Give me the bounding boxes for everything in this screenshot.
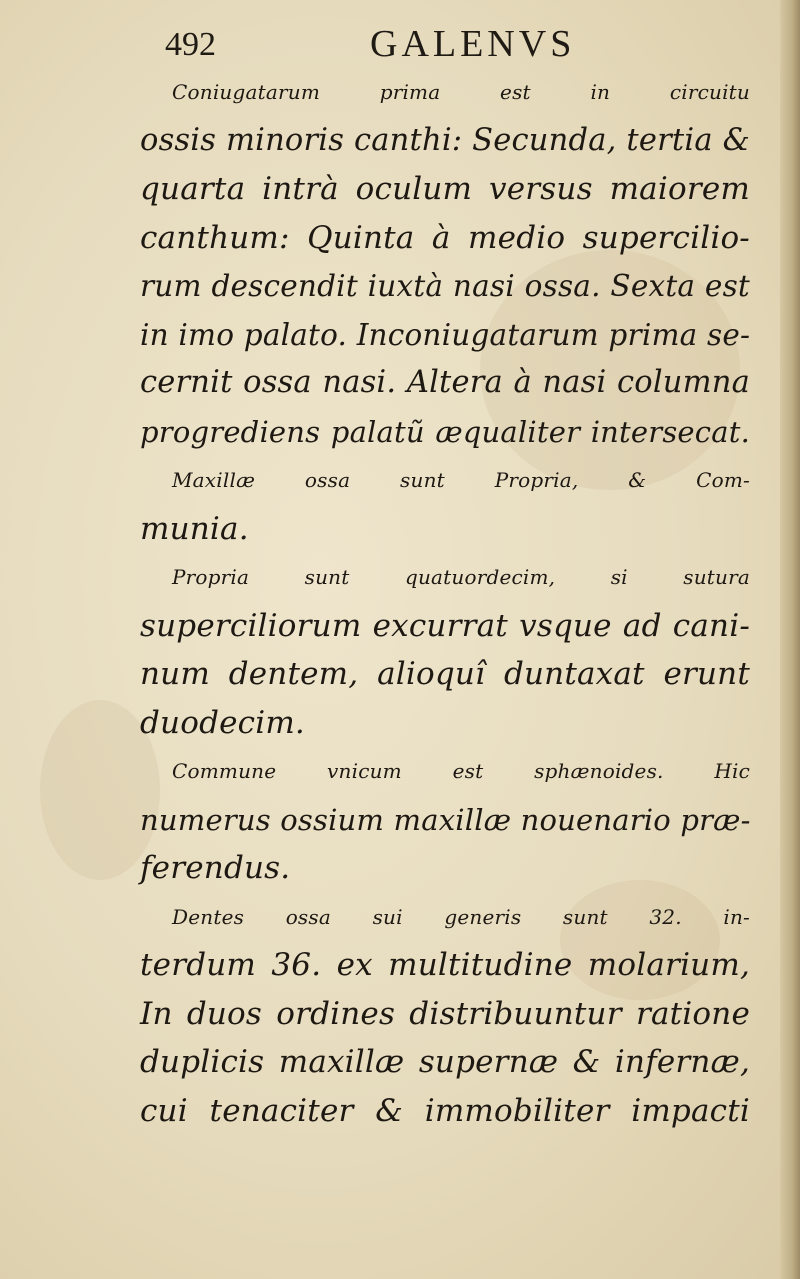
page-gutter	[780, 0, 800, 1279]
page-header	[0, 20, 800, 70]
text-line: cernit ossa nasi. Altera à nasi columna	[140, 365, 750, 400]
text-line: cui tenaciter & immobiliter impacti	[140, 1092, 750, 1129]
text-line: num dentem, alioquî duntaxat erunt	[140, 656, 750, 692]
text-line: progrediens palatũ æqualiter intersecat.	[140, 414, 750, 449]
text-line: in imo palato. Inconiugatarum prima se-	[140, 317, 751, 352]
text-line: munia.	[140, 510, 249, 547]
text-line: ferendus.	[140, 850, 291, 886]
text-line: In duos ordines distribuuntur ratione	[140, 995, 750, 1032]
text-line: Commune vnicum est sphænoides. Hic	[172, 759, 750, 783]
text-line: canthum: Quinta à medio supercilio-	[140, 219, 750, 256]
text-line: numerus ossium maxillæ nouenario præ-	[140, 802, 751, 837]
text-line: duplicis maxillæ supernæ & infernæ,	[140, 1044, 750, 1080]
text-line: Dentes ossa sui generis sunt 32. in-	[172, 904, 750, 929]
text-line: duodecim.	[140, 704, 305, 741]
text-line: Coniugatarum prima est in circuitu	[172, 80, 750, 104]
text-line: Propria sunt quatuordecim, si sutura	[172, 565, 750, 589]
text-line: rum descendit iuxtà nasi ossa. Sexta est	[140, 269, 750, 303]
body-text	[140, 68, 750, 1135]
running-head: GALENVS	[370, 23, 576, 65]
text-line: superciliorum excurrat vsque ad cani-	[140, 607, 750, 644]
text-line: ossis minoris canthi: Secunda, tertia &	[140, 122, 750, 158]
text-line: terdum 36. ex multitudine molarium,	[140, 947, 750, 983]
page-number: 492	[165, 26, 216, 63]
text-line: quarta intrà oculum versus maiorem	[140, 171, 750, 207]
text-line: Maxillæ ossa sunt Propria, & Com-	[172, 468, 750, 492]
